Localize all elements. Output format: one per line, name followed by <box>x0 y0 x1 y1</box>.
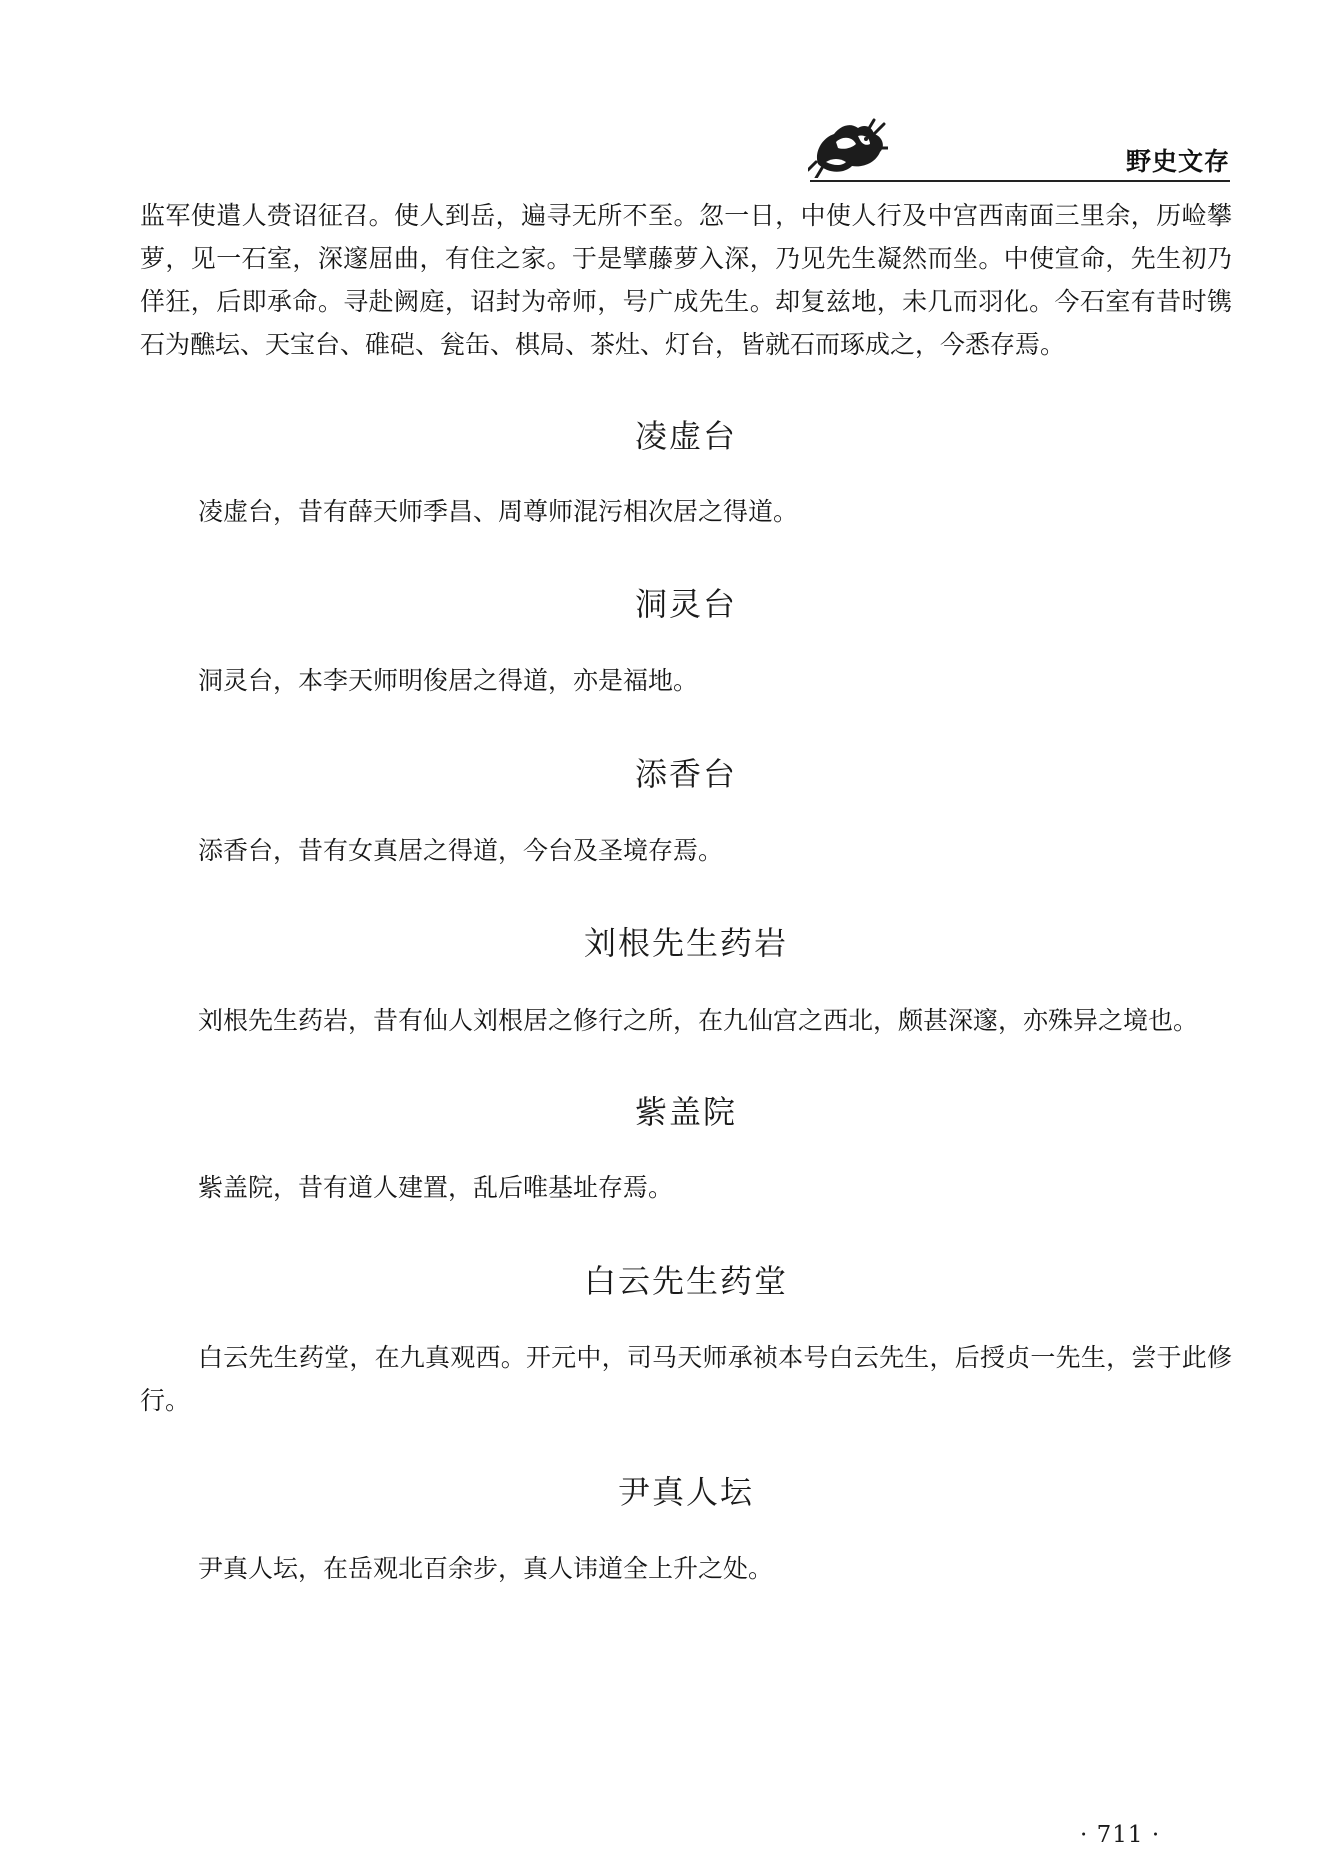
section-title-donglingtai: 洞灵台 <box>634 585 737 623</box>
section-text-zigaiyuan: 紫盖院，昔有道人建置，乱后唯基址存焉。 <box>198 1173 674 1202</box>
page-number: · 711 · <box>1080 1822 1161 1848</box>
section-title-zigaiyuan: 紫盖院 <box>634 1093 737 1131</box>
section-text-liugen: 刘根先生药岩，昔有仙人刘根居之修行之所，在九仙宫之西北，颇甚深邃，亦殊异之境也。 <box>198 1006 1199 1035</box>
section-title-baiyun: 白云先生药堂 <box>583 1262 788 1300</box>
continuation-paragraph: 监军使遣人赍诏征召。使人到岳，遍寻无所不至。忽一日，中使人行及中宫西南面三里余，历崄攀萝，见一石室，深邃屈曲，有住之家。于是擘藤萝入深，乃见先生凝然而坐。中使宣命，先生初乃佯狂，后即承命。寻赴阙庭，诏封为帝师，号广成先生。却复兹地，未几而羽化。今石室有昔时镌石为醮坛、天宝台、碓硙、瓮缶、棋局、茶灶、灯台，皆就石而琢成之，今悉存焉。 <box>140 201 1232 359</box>
section-title-lingxutai: 凌虚台 <box>634 417 737 455</box>
section-text-baiyun: 白云先生药堂，在九真观西。开元中，司马天师承祯本号白云先生，后授贞一先生，尝于此修行。 <box>140 1343 1232 1415</box>
header-rule <box>810 180 1230 182</box>
dragon-emblem-icon <box>808 118 888 178</box>
section-text-tianxiangtai: 添香台，昔有女真居之得道，今台及圣境存焉。 <box>198 836 724 865</box>
section-title-yinzhenren: 尹真人坛 <box>617 1473 754 1511</box>
section-title-liugen: 刘根先生药岩 <box>583 924 788 962</box>
section-text-donglingtai: 洞灵台，本李天师明俊居之得道，亦是福地。 <box>198 666 699 695</box>
running-header <box>800 112 1230 182</box>
series-title: 野史文存 <box>1125 147 1230 176</box>
section-text-lingxutai: 凌虚台，昔有薛天师季昌、周尊师混污相次居之得道。 <box>198 497 799 526</box>
section-title-tianxiangtai: 添香台 <box>634 755 737 793</box>
section-text-yinzhenren: 尹真人坛，在岳观北百余步，真人讳道全上升之处。 <box>198 1554 774 1583</box>
page-content <box>140 194 1232 1590</box>
